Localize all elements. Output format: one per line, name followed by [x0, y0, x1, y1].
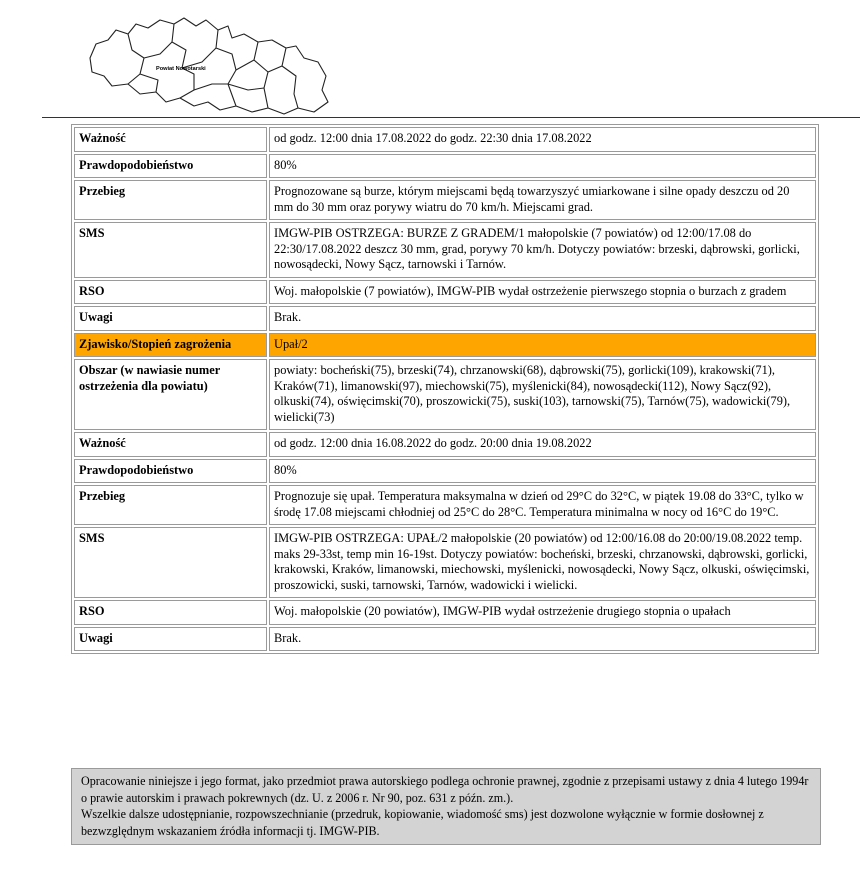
row-value: powiaty: bocheński(75), brzeski(74), chrzanowski(68), dąbrowski(75), gorlicki(109), krakowski(71), Kraków(71), limanowski(97), miechowski(75), myślenicki(84), nowosądecki(112), Nowy Sącz(92), olkuski(74), oświęcimski(70), proszowicki(75), suski(103), tarnowski(75), Tarnów(75), wadowicki(79), wielicki(73) [269, 359, 816, 430]
row-label: RSO [74, 600, 267, 625]
row-label: Przebieg [74, 485, 267, 525]
row-label: Uwagi [74, 306, 267, 331]
copyright-notice [71, 768, 821, 845]
row-value: Brak. [269, 306, 816, 331]
row-label: SMS [74, 222, 267, 278]
header-divider [42, 117, 860, 118]
row-value: 80% [269, 154, 816, 179]
table-row [74, 485, 816, 525]
table-row [74, 359, 816, 430]
table-row [74, 600, 816, 625]
table-row [74, 527, 816, 598]
county-outline [90, 18, 328, 114]
table-row [74, 154, 816, 179]
row-value: od godz. 12:00 dnia 16.08.2022 do godz. 20:00 dnia 19.08.2022 [269, 432, 816, 457]
row-value: Brak. [269, 627, 816, 652]
row-value: Upał/2 [269, 333, 816, 358]
table-row [74, 280, 816, 305]
warning-table [71, 124, 819, 654]
table-row [74, 306, 816, 331]
row-label: Obszar (w nawiasie numer ostrzeżenia dla powiatu) [74, 359, 267, 430]
row-label: Prawdopodobieństwo [74, 154, 267, 179]
copyright-paragraph: Opracowanie niniejsze i jego format, jako przedmiot prawa autorskiego podlega ochronie prawnej, zgodnie z przepisami ustawy z dnia 4 lutego 1994r o prawie autorskim i prawach pokrewnych (dz. U. z 2006 r. Nr 90, poz. 631 z późn. zm.). [81, 774, 809, 805]
row-label: Zjawisko/Stopień zagrożenia [74, 333, 267, 358]
row-value: IMGW-PIB OSTRZEGA: BURZE Z GRADEM/1 małopolskie (7 powiatów) od 12:00/17.08 do 22:30/17.08.2022 deszcz 30 mm, grad, porywy 70 km/h. Dotyczy powiatów: brzeski, dąbrowski, gorlicki, nowosądecki, Nowy Sącz, tarnowski i Tarnów. [269, 222, 816, 278]
row-value: Woj. małopolskie (7 powiatów), IMGW-PIB wydał ostrzeżenie pierwszego stopnia o burzach z gradem [269, 280, 816, 305]
row-label: Ważność [74, 127, 267, 152]
row-value: Prognozuje się upał. Temperatura maksymalna w dzień od 29°C do 32°C, w piątek 19.08 do 33°C, tylko w środę 17.08 miejscami chłodniej od 25°C do 28°C. Temperatura minimalna w nocy od 16°C do 19°C. [269, 485, 816, 525]
row-label: SMS [74, 527, 267, 598]
row-label: Uwagi [74, 627, 267, 652]
row-label: Przebieg [74, 180, 267, 220]
table-row [74, 127, 816, 152]
row-value: 80% [269, 459, 816, 484]
table-row [74, 627, 816, 652]
row-value: od godz. 12:00 dnia 17.08.2022 do godz. 22:30 dnia 17.08.2022 [269, 127, 816, 152]
table-row [74, 432, 816, 457]
row-label: Prawdopodobieństwo [74, 459, 267, 484]
row-value: Prognozowane są burze, którym miejscami będą towarzyszyć umiarkowane i silne opady deszczu od 20 mm do 30 mm oraz porywy wiatru do 70 km/h. Miejscami grad. [269, 180, 816, 220]
row-value: IMGW-PIB OSTRZEGA: UPAŁ/2 małopolskie (20 powiatów) od 12:00/16.08 do 20:00/19.08.2022 temp. maks 29-33st, temp min 16-19st. Dotyczy powiatów: bocheński, brzeski, chrzanowski, dąbrowski, gorlicki, krakowski, Kraków, limanowski, miechowski, myślenicki, nowosądecki, Nowy Sącz, olkuski, oświęcimski, proszowicki, suski, tarnowski, Tarnów, wadowicki i wielicki. [269, 527, 816, 598]
table-row [74, 333, 816, 358]
table-row [74, 222, 816, 278]
county-map-logo [82, 14, 342, 118]
redistribution-paragraph: Wszelkie dalsze udostępnianie, rozpowszechnianie (przedruk, kopiowanie, wiadomość sms) jest dozwolone wyłącznie w formie dosłownej z bezwzględnym wskazaniem źródła informacji tj. IMGW-PIB. [81, 807, 764, 838]
row-value: Woj. małopolskie (20 powiatów), IMGW-PIB wydał ostrzeżenie drugiego stopnia o upałach [269, 600, 816, 625]
table-row [74, 180, 816, 220]
row-label: Ważność [74, 432, 267, 457]
row-label: RSO [74, 280, 267, 305]
logo-label: Powiat Nowotarski [156, 66, 206, 72]
table-row [74, 459, 816, 484]
